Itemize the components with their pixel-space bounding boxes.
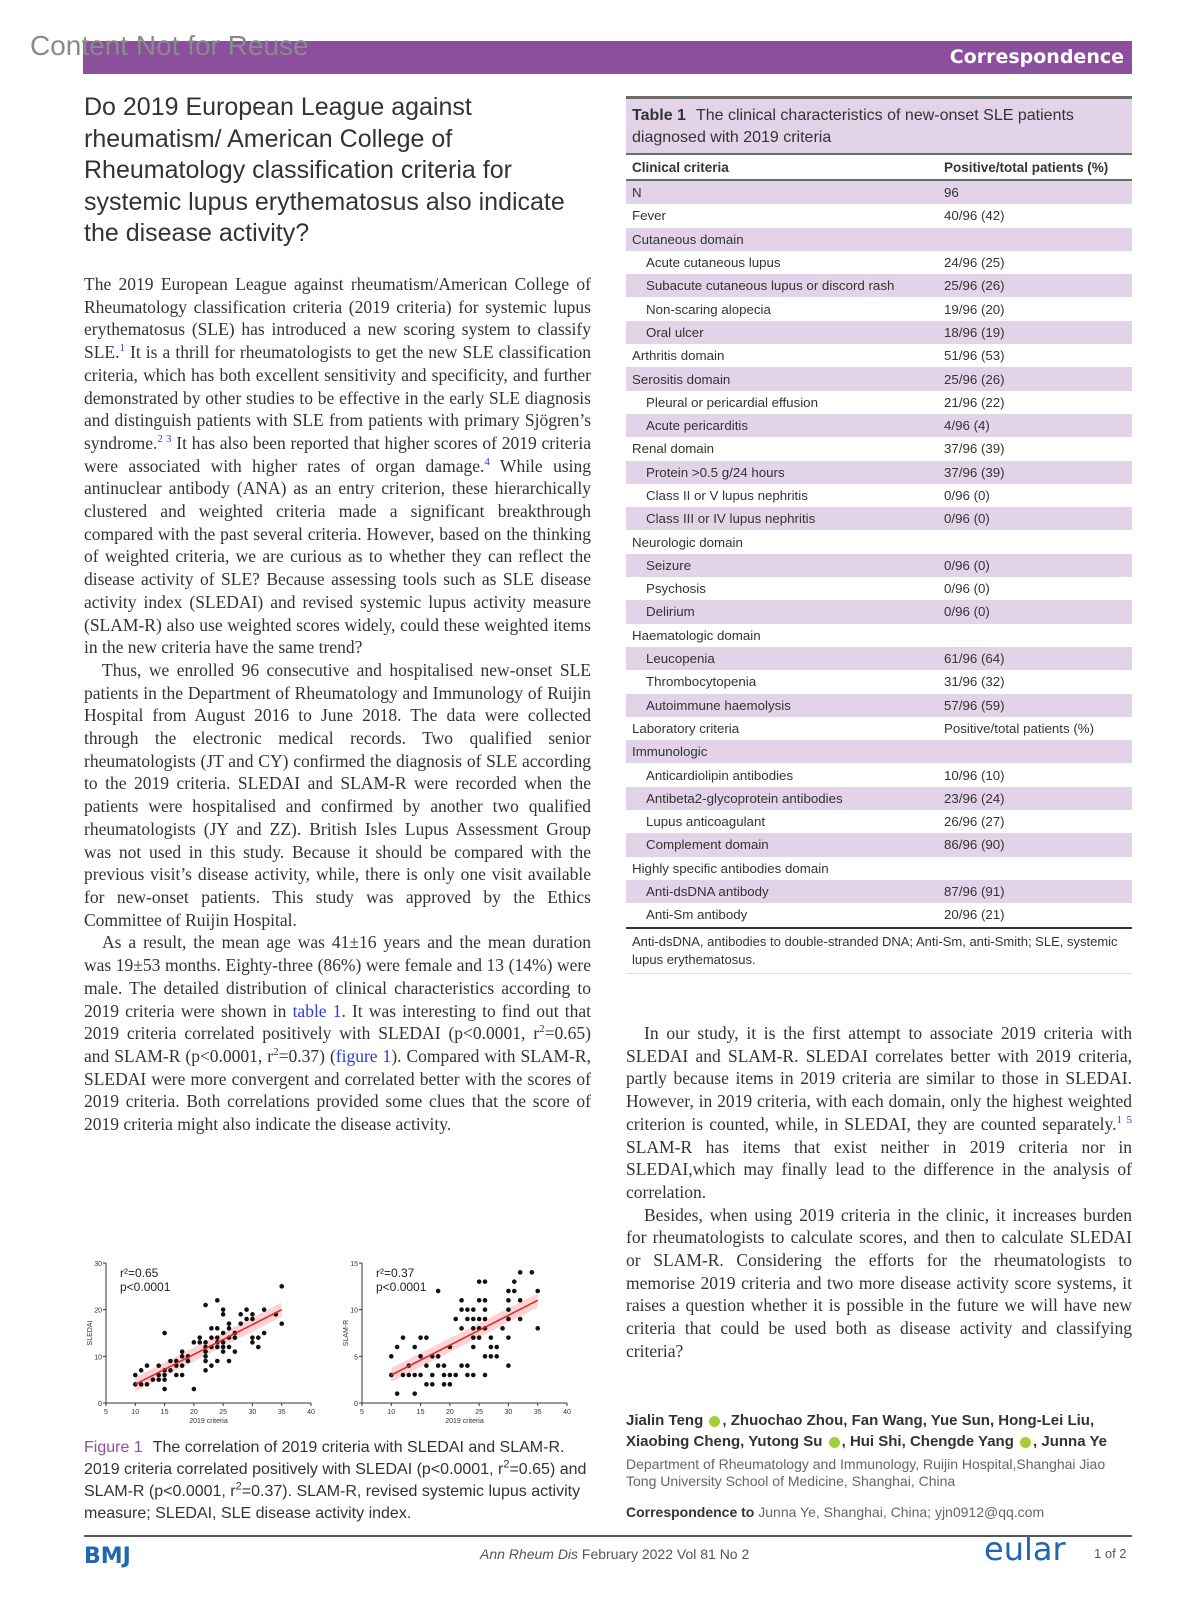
article-title: Do 2019 European League against rheumatism/ American College of Rheumatology classification criteria for systemic lupus erythematosus also indicate the disease activity?: [84, 93, 565, 247]
table-row: Laboratory criteria Positive/total patients (%): [632, 720, 1095, 736]
author-name[interactable]: Hui Shi: [849, 1433, 902, 1450]
footer-divider: [84, 1535, 1132, 1537]
author-name[interactable]: Zhuochao Zhou: [730, 1412, 844, 1429]
table-row: Acute pericarditis 4/96 (4): [626, 414, 1132, 437]
table-row: Fever 40/96 (42): [632, 208, 1005, 224]
svg-text:2019 criteria: 2019 criteria: [445, 1418, 484, 1425]
table-body: [626, 181, 1132, 927]
paragraph-1: The 2019 European League against rheumatism/American College of Rheumatology classification criteria (2019 criteria) for systemic lupus erythematosus (SLE) has introduced a new scoring system to classify SLE.$^1$ It is a thrill for rheumatologists to get the new SLE classification criteria, which has both excellent sensitivity and specificity, and further demonstrated by other studies to be effective in the early SLE diagnosis and distinguish patients with SLE from patients with primary Sjögren’s syndrome.$^{2 3}$ It has also been reported that higher scores of 2019 criteria were associated with higher rates of organ damage.$^4$ While using antinuclear antibody (ANA) as an entry criterion, these hierarchically clustered and weighted criteria made a significant breakthrough compared with the past several criteria. However, based on the thinking of weighted criteria, we are curious as to whether they can reflect the disease activity of SLE? Because assessing tools such as SLE disease activity index (SLEDAI) and revised systemic lupus activity measure (SLAM-R) also use weighted scores widely, could these weighted items in the new criteria have the same trend?: [84, 274, 591, 658]
svg-text:r²=0.37: r²=0.37: [376, 1266, 415, 1280]
svg-text:25: 25: [475, 1409, 484, 1416]
svg-text:10: 10: [94, 1354, 102, 1362]
table-row: Thrombocytopenia 31/96 (32): [646, 674, 1005, 690]
body-column-right: [626, 1022, 1132, 1363]
paragraph-3: As a result, the mean age was 41±16 years and the mean duration was 19±53 months. Eighty-three (86%) were female and 13 (14%) were male. The detailed distribution of clinical characteristics according to 2019 criteria were shown in table 1. It was interesting to find out that 2019 criteria correlated positively with SLEDAI (p<0.0001, $r^2=0.65$) and SLAM-R (p<0.0001, $r^2=0.37$) (figure 1). Compared with SLAM-R, SLEDAI were more convergent and correlated better with the scores of 2019 criteria. Both correlations provided some clues that the score of 2019 criteria might also indicate the disease activity.: [84, 932, 591, 1135]
reference-link[interactable]: 4: [484, 455, 490, 468]
svg-text:15: 15: [160, 1409, 169, 1416]
orcid-icon[interactable]: [829, 1437, 840, 1448]
table-row: Anti-Sm antibody 20/96 (21): [646, 907, 1005, 923]
table-row: Leucopenia 61/96 (64): [626, 647, 1132, 670]
svg-text:SLEDAI: SLEDAI: [87, 1320, 94, 1346]
paragraph-2: Thus, we enrolled 96 consecutive and hospitalised new-onset SLE patients in the Department of Rheumatology and Immunology of Ruijin Hospital from August 2016 to June 2018. The data were collected through the electronic medical records. Two qualified senior rheumatologists (JT and CY) confirmed the diagnosis of SLE according to the 2019 criteria. SLEDAI and SLAM-R were recorded when the patients were hospitalised and confirmed by another two qualified rheumatologists (JY and ZZ). British Isles Lupus Assessment Group was not used in this study. Because it should be compared with the previous visit’s disease activity, while, there is only one visit available for new-onset patients. This study was approved by the Ethics Committee of Ruijin Hospital.: [84, 659, 591, 930]
svg-text:30: 30: [248, 1409, 257, 1416]
svg-text:10: 10: [350, 1307, 358, 1315]
table-row: Oral ulcer 18/96 (19): [626, 321, 1132, 344]
svg-text:SLAM-R: SLAM-R: [343, 1319, 350, 1347]
svg-text:5: 5: [360, 1409, 364, 1416]
table-row: Cutaneous domain: [626, 228, 1132, 251]
eular-logo: eular: [984, 1530, 1066, 1568]
svg-text:2019 criteria: 2019 criteria: [189, 1418, 228, 1425]
svg-text:20: 20: [94, 1307, 102, 1315]
table-row: N 96: [626, 181, 1132, 204]
svg-text:5: 5: [104, 1409, 108, 1416]
table-row: Class II or V lupus nephritis 0/96 (0): [646, 488, 990, 503]
table-row: Highly specific antibodies domain: [632, 860, 829, 876]
svg-text:20: 20: [445, 1409, 454, 1416]
page-number: 1 of 2: [1094, 1546, 1127, 1561]
table-row: Subacute cutaneous lupus or discord rash 25/96 (26): [626, 274, 1132, 297]
figure-1-link[interactable]: figure 1: [335, 1045, 392, 1066]
author-name[interactable]: Chengde Yang: [909, 1433, 1014, 1450]
svg-text:15: 15: [350, 1261, 358, 1268]
svg-text:r²=0.65: r²=0.65: [120, 1266, 159, 1280]
table-row: Delirium 0/96 (0): [626, 600, 1132, 623]
svg-text:35: 35: [533, 1409, 542, 1416]
scatter-plot-sledai: [84, 1255, 324, 1435]
table-row: Lupus anticoagulant 26/96 (27): [646, 814, 1005, 830]
author-name[interactable]: Hong-Lei Liu: [998, 1412, 1090, 1429]
author-name[interactable]: Xiaobing Cheng: [626, 1433, 741, 1450]
reference-link[interactable]: 2 3: [157, 433, 172, 446]
svg-text:30: 30: [94, 1261, 102, 1268]
paragraph-5: Besides, when using 2019 criteria in the clinic, it increases burden for rheumatologists to calculate scores, and then to calculate SLEDAI or SLAM-R. Considering the efforts for the rheumatologists to memorise 2019 criteria and two more disease activity score systems, it raises a question whether it is possible in the future we will have new criteria that could be used both as disease activity and classifying criteria?: [626, 1204, 1132, 1361]
correspondence: Correspondence to Junna Ye, Shanghai, China; yjn0912@qq.com: [626, 1504, 1045, 1520]
table-header: Clinical criteria Positive/total patients (%): [626, 153, 1132, 181]
section-label: Correspondence: [949, 46, 1124, 68]
table-row: Acute cutaneous lupus 24/96 (25): [646, 255, 1005, 271]
svg-text:0: 0: [354, 1401, 358, 1408]
author-name[interactable]: Fan Wang: [851, 1412, 923, 1429]
table-row: Autoimmune haemolysis 57/96 (59): [626, 694, 1132, 717]
svg-text:0: 0: [98, 1401, 102, 1408]
svg-text:40: 40: [307, 1409, 315, 1416]
author-name[interactable]: Yutong Su: [748, 1433, 823, 1450]
table-row: Complement domain 86/96 (90): [626, 833, 1132, 856]
paragraph-4: In our study, it is the first attempt to associate 2019 criteria with SLEDAI and SLAM-R. SLEDAI correlates better with 2019 criteria, partly because items in 2019 criteria are similar to those in SLEDAI. However, in 2019 criteria, with each domain, only the highest weighted criterion is counted, while, in SLEDAI, they are counted separately.$^{1 5}$ SLAM-R has items that exist neither in 2019 criteria nor in SLEDAI,which may finally lead to the difference in the analysis of correlation.: [626, 1023, 1132, 1202]
reference-link[interactable]: 1: [119, 342, 125, 355]
author-name[interactable]: Jialin Teng: [626, 1412, 704, 1429]
figure-caption: Figure 1 The correlation of 2019 criteria with SLEDAI and SLAM-R. 2019 criteria correlated positively with SLEDAI (p<0.0001, $r^2=0.65$) and SLAM-R (p<0.0001, $r^2=0.37$). SLAM-R, revised systemic lupus activity measure; SLEDAI, SLE disease activity index.: [84, 1439, 587, 1522]
table-row: Non-scaring alopecia 19/96 (20): [646, 301, 1005, 317]
table-row: Seizure 0/96 (0): [626, 554, 1132, 577]
svg-text:20: 20: [189, 1409, 198, 1416]
table-row: Neurologic domain: [632, 534, 743, 550]
table-row: Class III or IV lupus nephritis 0/96 (0): [626, 507, 1132, 530]
svg-text:30: 30: [504, 1409, 513, 1416]
table-row: Protein >0.5 g/24 hours 37/96 (39): [626, 461, 1132, 484]
svg-text:40: 40: [563, 1409, 571, 1416]
table-row: Anticardiolipin antibodies 10/96 (10): [646, 767, 1005, 783]
watermark: Content Not for Reuse: [30, 30, 309, 61]
author-name[interactable]: Junna Ye: [1041, 1433, 1107, 1450]
table-caption: Table 1 The clinical characteristics of new-onset SLE patients diagnosed with 2019 criteria: [626, 96, 1132, 153]
svg-text:35: 35: [277, 1409, 286, 1416]
table-1: [626, 96, 1132, 974]
orcid-icon[interactable]: [1020, 1437, 1031, 1448]
table-row: Serositis domain 25/96 (26): [626, 367, 1132, 390]
svg-text:25: 25: [219, 1409, 228, 1416]
svg-text:p<0.0001: p<0.0001: [120, 1280, 171, 1294]
table-row: Immunologic: [626, 740, 1132, 763]
affiliation: Department of Rheumatology and Immunology, Ruijin Hospital,Shanghai Jiao Tong University School of Medicine, Shanghai, China: [626, 1456, 1106, 1489]
bmj-logo: BMJ: [84, 1544, 131, 1569]
author-list: Jialin Teng , Zhuochao Zhou, Fan Wang, Yue Sun, Hong-Lei Liu, Xiaobing Cheng, Yutong Su , Hui Shi, Chengde Yang , Junna Ye: [626, 1412, 1107, 1450]
orcid-icon[interactable]: [709, 1416, 720, 1427]
table-row: Renal domain 37/96 (39): [632, 441, 1005, 457]
table-row: Anti-dsDNA antibody 87/96 (91): [626, 880, 1132, 903]
author-name[interactable]: Yue Sun: [930, 1412, 990, 1429]
table-footnote: Anti-dsDNA, antibodies to double-stranded DNA; Anti-Sm, anti-Smith; SLE, systemic lupus erythematosus.: [626, 927, 1132, 974]
svg-text:10: 10: [387, 1409, 396, 1416]
table-1-link[interactable]: table 1: [292, 1000, 342, 1021]
table-row: Antibeta2-glycoprotein antibodies 23/96 (24): [626, 787, 1132, 810]
table-row: Haematologic domain: [632, 627, 761, 643]
table-row: Pleural or pericardial effusion 21/96 (22): [646, 394, 1005, 410]
reference-link[interactable]: 1 5: [1116, 1113, 1132, 1126]
body-column-left: [84, 273, 591, 1203]
svg-text:p<0.0001: p<0.0001: [376, 1280, 427, 1294]
table-row: Arthritis domain 51/96 (53): [632, 348, 1005, 364]
table-row: Psychosis 0/96 (0): [646, 581, 990, 597]
svg-text:15: 15: [416, 1409, 425, 1416]
svg-text:10: 10: [131, 1409, 140, 1416]
journal-citation: Ann Rheum Dis February 2022 Vol 81 No 2: [480, 1546, 750, 1562]
svg-text:5: 5: [354, 1354, 358, 1362]
scatter-plot-slam-r: [340, 1255, 580, 1435]
